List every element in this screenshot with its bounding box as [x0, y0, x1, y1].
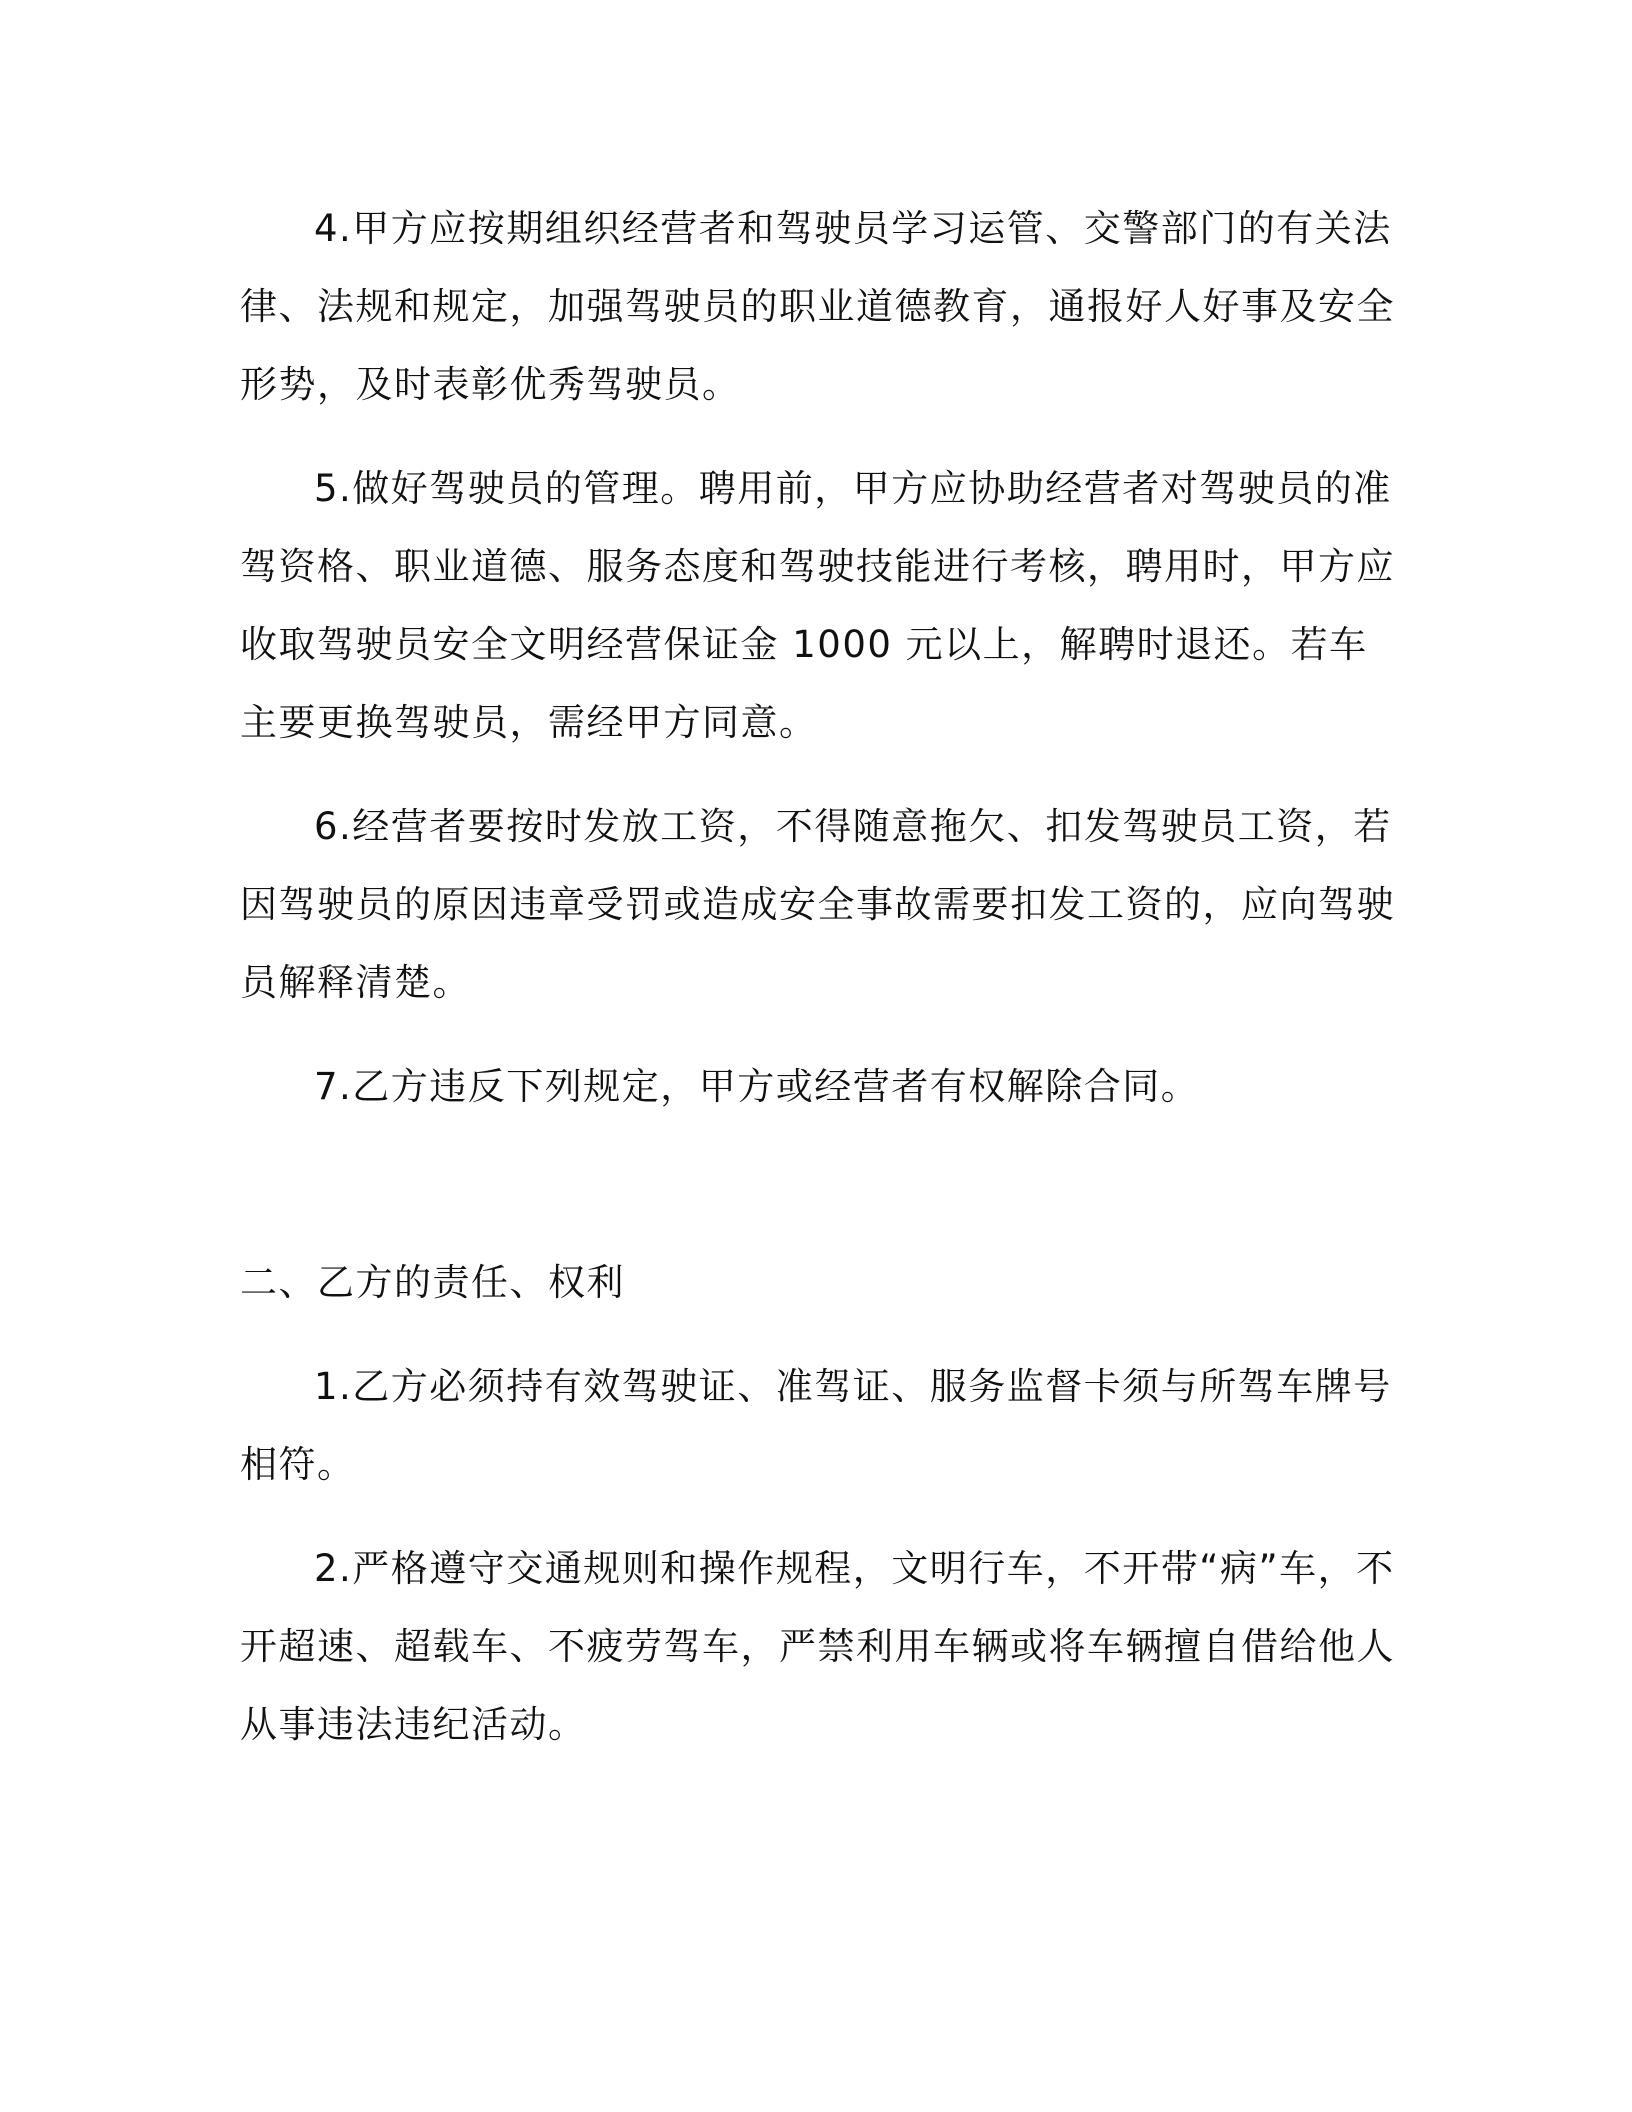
section-heading: 二、乙方的责任、权利 [240, 1261, 625, 1304]
paragraph-item-4: 4.甲方应按期组织经营者和驾驶员学习运管、交警部门的有关法律、法规和规定，加强驾驶员的职业道德教育，通报好人好事及安全形势，及时表彰优秀驾驶员。 [240, 207, 1395, 406]
document-body [240, 190, 1400, 1764]
paragraph-item-5: 5.做好驾驶员的管理。聘用前，甲方应协助经营者对驾驶员的准驾资格、职业道德、服务态度和驾驶技能进行考核，聘用时，甲方应收取驾驶员安全文明经营保证金 1000 元以上，解聘时退还。若车主要更换驾驶员，需经甲方同意。 [240, 467, 1395, 744]
paragraph-item-b2: 2.严格遵守交通规则和操作规程，文明行车，不开带“病”车，不开超速、超载车、不疲劳驾车，严禁利用车辆或将车辆擅自借给他人从事违法违纪活动。 [240, 1547, 1395, 1746]
paragraph-item-7: 7.乙方违反下列规定，甲方或经营者有权解除合同。 [314, 1065, 1200, 1108]
paragraph-item-b1: 1.乙方必须持有效驾驶证、准驾证、服务监督卡须与所驾车牌号相符。 [240, 1365, 1392, 1486]
paragraph-item-6: 6.经营者要按时发放工资，不得随意拖欠、扣发驾驶员工资，若因驾驶员的原因违章受罚或造成安全事故需要扣发工资的，应向驾驶员解释清楚。 [240, 805, 1395, 1004]
